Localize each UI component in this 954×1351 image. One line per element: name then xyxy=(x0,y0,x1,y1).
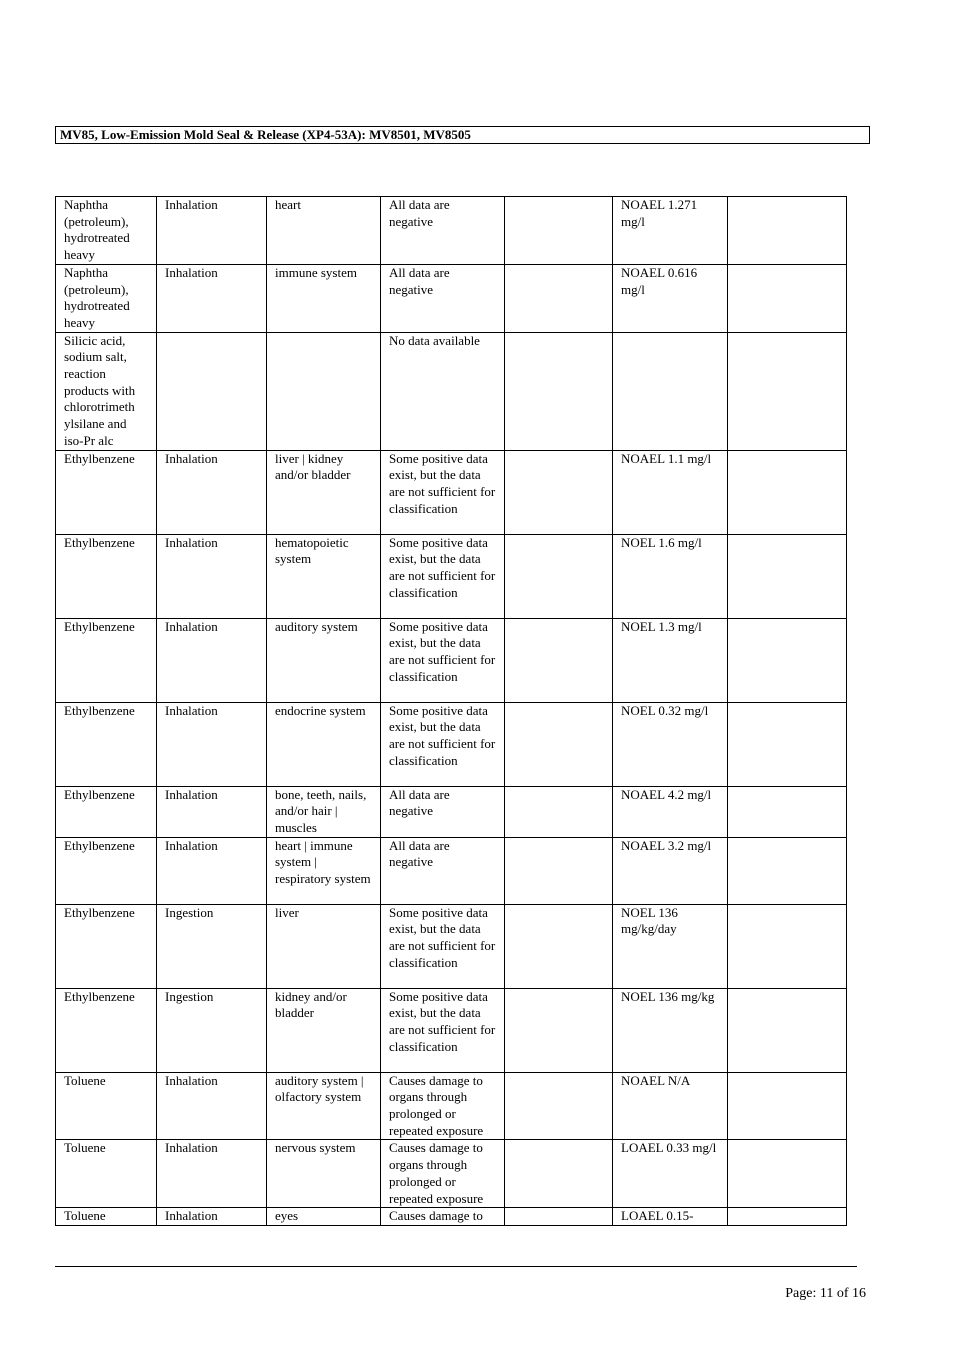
cell-organ: heart | immune system | respiratory system xyxy=(267,837,381,904)
cell-species xyxy=(505,786,613,837)
cell-name: Ethylbenzene xyxy=(56,534,157,618)
cell-value: Some positive data exist, but the data are not sufficient for classification xyxy=(381,988,505,1072)
cell-species xyxy=(505,837,613,904)
table-row xyxy=(56,264,847,332)
table-row xyxy=(56,1208,847,1226)
cell-duration xyxy=(728,786,847,837)
cell-name: Ethylbenzene xyxy=(56,702,157,786)
toxicology-table xyxy=(55,196,847,1226)
cell-name: Toluene xyxy=(56,1072,157,1140)
cell-duration xyxy=(728,702,847,786)
cell-route: Inhalation xyxy=(157,1140,267,1208)
table-row xyxy=(56,197,847,265)
cell-duration xyxy=(728,904,847,988)
cell-organ: auditory system xyxy=(267,618,381,702)
cell-duration xyxy=(728,1140,847,1208)
cell-value: All data are negative xyxy=(381,837,505,904)
cell-value: Causes damage to organs through prolonged or repeated exposure xyxy=(381,1072,505,1140)
cell-organ: kidney and/or bladder xyxy=(267,988,381,1072)
cell-organ: hematopoietic system xyxy=(267,534,381,618)
cell-name: Ethylbenzene xyxy=(56,450,157,534)
cell-value: Causes damage to xyxy=(381,1208,505,1226)
cell-name: Toluene xyxy=(56,1208,157,1226)
cell-result: NOEL 136 mg/kg xyxy=(613,988,728,1072)
cell-organ: liver xyxy=(267,904,381,988)
cell-species xyxy=(505,264,613,332)
table-row xyxy=(56,534,847,618)
cell-duration xyxy=(728,534,847,618)
cell-species xyxy=(505,1140,613,1208)
cell-name: Ethylbenzene xyxy=(56,988,157,1072)
cell-result: NOAEL 3.2 mg/l xyxy=(613,837,728,904)
cell-value: Some positive data exist, but the data are not sufficient for classification xyxy=(381,534,505,618)
cell-name: Silicic acid, sodium salt, reaction products with chlorotrimeth ylsilane and iso-Pr alc xyxy=(56,332,157,450)
table-row xyxy=(56,904,847,988)
cell-result: LOAEL 0.33 mg/l xyxy=(613,1140,728,1208)
cell-route xyxy=(157,332,267,450)
cell-route: Inhalation xyxy=(157,618,267,702)
cell-route: Inhalation xyxy=(157,450,267,534)
cell-species xyxy=(505,197,613,265)
table-row xyxy=(56,1072,847,1140)
cell-species xyxy=(505,534,613,618)
table-row xyxy=(56,332,847,450)
footer-divider xyxy=(55,1266,857,1267)
cell-duration xyxy=(728,450,847,534)
cell-route: Inhalation xyxy=(157,702,267,786)
cell-value: All data are negative xyxy=(381,197,505,265)
cell-value: Some positive data exist, but the data are not sufficient for classification xyxy=(381,450,505,534)
cell-species xyxy=(505,332,613,450)
cell-duration xyxy=(728,264,847,332)
cell-route: Inhalation xyxy=(157,1072,267,1140)
cell-result: NOAEL 1.1 mg/l xyxy=(613,450,728,534)
cell-route: Inhalation xyxy=(157,264,267,332)
cell-name: Ethylbenzene xyxy=(56,786,157,837)
cell-name: Ethylbenzene xyxy=(56,618,157,702)
cell-value: No data available xyxy=(381,332,505,450)
cell-result: NOEL 1.6 mg/l xyxy=(613,534,728,618)
cell-value: Some positive data exist, but the data are not sufficient for classification xyxy=(381,904,505,988)
cell-route: Inhalation xyxy=(157,197,267,265)
cell-duration xyxy=(728,1072,847,1140)
table-row xyxy=(56,1140,847,1208)
cell-name: Ethylbenzene xyxy=(56,904,157,988)
cell-name: Ethylbenzene xyxy=(56,837,157,904)
cell-result: LOAEL 0.15- xyxy=(613,1208,728,1226)
cell-species xyxy=(505,1072,613,1140)
cell-duration xyxy=(728,618,847,702)
cell-organ xyxy=(267,332,381,450)
cell-organ: immune system xyxy=(267,264,381,332)
cell-result: NOAEL N/A xyxy=(613,1072,728,1140)
cell-organ: eyes xyxy=(267,1208,381,1226)
cell-species xyxy=(505,450,613,534)
cell-species xyxy=(505,1208,613,1226)
cell-organ: auditory system | olfactory system xyxy=(267,1072,381,1140)
cell-duration xyxy=(728,197,847,265)
cell-result xyxy=(613,332,728,450)
cell-duration xyxy=(728,1208,847,1226)
table-row xyxy=(56,786,847,837)
table-row xyxy=(56,450,847,534)
cell-value: Causes damage to organs through prolonged or repeated exposure xyxy=(381,1140,505,1208)
cell-result: NOAEL 1.271 mg/l xyxy=(613,197,728,265)
table-row xyxy=(56,618,847,702)
table-row xyxy=(56,837,847,904)
cell-result: NOEL 1.3 mg/l xyxy=(613,618,728,702)
cell-value: Some positive data exist, but the data are not sufficient for classification xyxy=(381,702,505,786)
table-row xyxy=(56,988,847,1072)
cell-result: NOAEL 4.2 mg/l xyxy=(613,786,728,837)
cell-duration xyxy=(728,332,847,450)
cell-name: Naphtha (petroleum), hydrotreated heavy xyxy=(56,264,157,332)
cell-organ: nervous system xyxy=(267,1140,381,1208)
cell-route: Ingestion xyxy=(157,988,267,1072)
cell-result: NOEL 0.32 mg/l xyxy=(613,702,728,786)
cell-route: Inhalation xyxy=(157,534,267,618)
cell-species xyxy=(505,904,613,988)
document-header-title: MV85, Low-Emission Mold Seal & Release (XP4-53A): MV8501, MV8505 xyxy=(55,126,870,144)
cell-duration xyxy=(728,837,847,904)
cell-organ: bone, teeth, nails, and/or hair | muscles xyxy=(267,786,381,837)
cell-value: All data are negative xyxy=(381,786,505,837)
cell-value: Some positive data exist, but the data are not sufficient for classification xyxy=(381,618,505,702)
cell-organ: endocrine system xyxy=(267,702,381,786)
cell-route: Inhalation xyxy=(157,786,267,837)
cell-species xyxy=(505,988,613,1072)
cell-species xyxy=(505,702,613,786)
cell-route: Inhalation xyxy=(157,1208,267,1226)
cell-result: NOEL 136 mg/kg/day xyxy=(613,904,728,988)
cell-result: NOAEL 0.616 mg/l xyxy=(613,264,728,332)
cell-organ: heart xyxy=(267,197,381,265)
cell-species xyxy=(505,618,613,702)
cell-name: Naphtha (petroleum), hydrotreated heavy xyxy=(56,197,157,265)
page-number: Page: 11 of 16 xyxy=(785,1286,866,1301)
cell-duration xyxy=(728,988,847,1072)
cell-route: Inhalation xyxy=(157,837,267,904)
cell-route: Ingestion xyxy=(157,904,267,988)
table-row xyxy=(56,702,847,786)
cell-organ: liver | kidney and/or bladder xyxy=(267,450,381,534)
cell-value: All data are negative xyxy=(381,264,505,332)
cell-name: Toluene xyxy=(56,1140,157,1208)
